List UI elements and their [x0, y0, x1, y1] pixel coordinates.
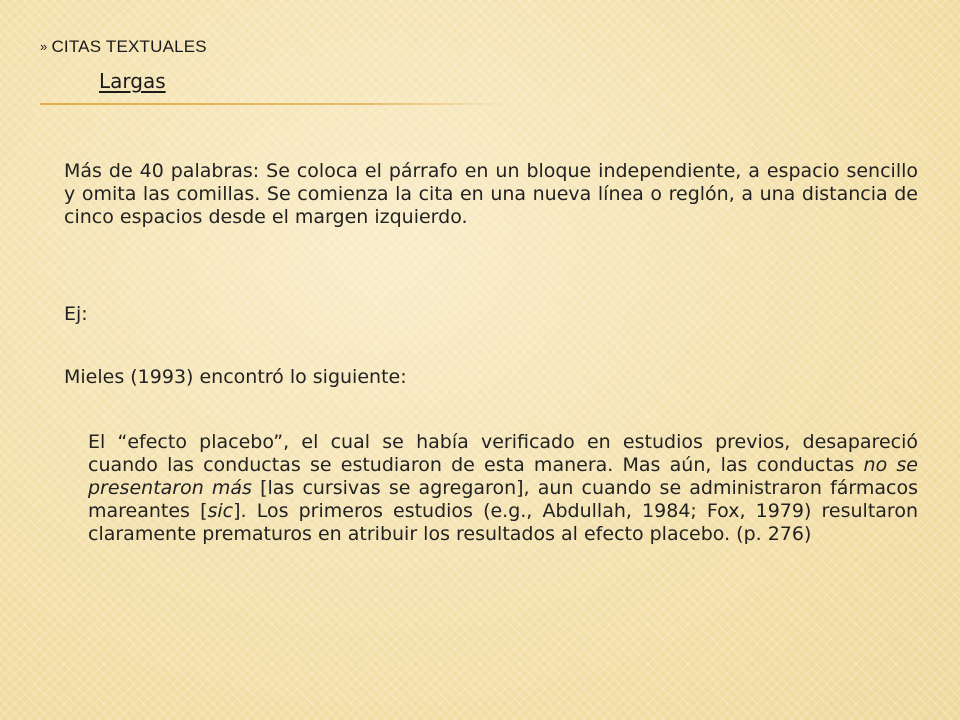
quote-intro: Mieles (1993) encontró lo siguiente: [64, 366, 407, 388]
quote-italic-1: no se presentaron más [88, 454, 918, 499]
quote-text-1: El “efecto placebo”, el cual se había verificado en estudios previos, desapareció cuando las conductas se estudiaron de esta manera. Mas aún, las conductas [88, 431, 918, 476]
quote-text-3: ]. Los primeros estudios (e.g., Abdullah, 1984; Fox, 1979) resultaron claramente prematuros en atribuir los resultados al efecto placebo. (p. 276) [88, 500, 918, 545]
section-title-text: CITAS TEXTUALES [51, 37, 207, 56]
example-label: Ej: [64, 303, 88, 325]
bullet-marker: » [40, 39, 48, 54]
description-paragraph: Más de 40 palabras: Se coloca el párrafo en un bloque independiente, a espacio sencillo y omita las comillas. Se comienza la cita en una nueva línea o reglón, a una distancia de cinco espacios desde el margen izquierdo. [64, 160, 918, 228]
section-title [40, 37, 207, 57]
quote-italic-2: sic [207, 500, 234, 522]
block-quote [88, 431, 918, 546]
subtitle: Largas [99, 69, 166, 93]
quote-text-2: [las cursivas se agregaron], aun cuando se administraron fármacos mareantes [ [88, 477, 918, 522]
title-divider [40, 103, 510, 105]
